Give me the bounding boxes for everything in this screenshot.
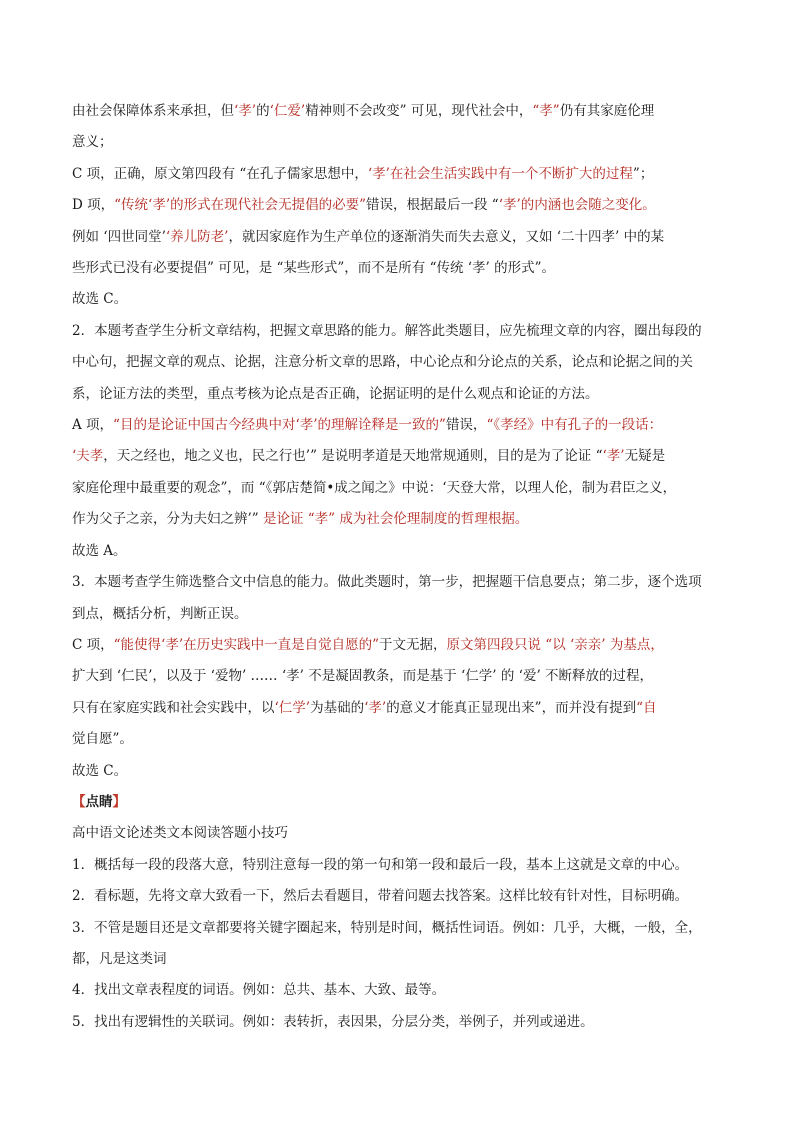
text-line — [72, 284, 724, 315]
tip-item: 1．概括每一段的段落大意，特别注意每一段的第一句和第一段和最后一段，基本上这就是文章的中心。 — [72, 856, 689, 873]
answer-analysis — [72, 96, 724, 1038]
tip-item: 都，凡是这类词 — [72, 950, 167, 967]
body-text: 中心句，把握文章的观点、论据，注意分析文章的思路，中心论点和分论点的关系，论点和论据之间的关 — [72, 354, 693, 371]
text-line — [72, 441, 724, 472]
body-text: 3．本题考查学生筛选整合文中信息的能力。做此类题时，第一步，把握题干信息要点；第二步，逐个选项 — [72, 574, 702, 591]
heading-bracket-close: 】 — [112, 793, 126, 810]
text-line — [72, 159, 724, 190]
body-text: 由社会保障体系来承担，但 — [72, 103, 234, 119]
body-text: 的 — [256, 103, 270, 119]
body-text: 扩大到 ‘仁民’，以及于 ‘爱物’ …… ‘孝’ 不是凝固教条，而是基于 ‘仁学’ 的 ‘爱’ 不断释放的过程， — [72, 668, 654, 685]
text-line — [72, 96, 724, 127]
tip-item: 2．看标题，先将文章大致看一下，然后去看题目，带着问题去找答案。这样比较有针对性，目标明确。 — [72, 888, 689, 905]
text-line — [72, 693, 724, 724]
text-line — [72, 190, 724, 221]
body-text: 精神则不会改变” 可见，现代社会中， — [305, 103, 533, 119]
text-line — [72, 504, 724, 535]
highlight-text: ‘仁学’ — [274, 699, 311, 716]
highlight-text: ‘孝’ — [364, 699, 387, 716]
tips-title: 高中语文论述类文本阅读答题小技巧 — [72, 825, 288, 842]
highlight-text: ‘孝’ — [602, 448, 625, 465]
text-line — [72, 630, 724, 661]
text-line — [72, 379, 724, 410]
body-text: A 项， — [72, 417, 114, 434]
tip-item: 5．找出有逻辑性的关联词。例如：表转折，表因果，分层分类，举例子，并列或递进。 — [72, 1013, 594, 1030]
highlight-text: ‘孝’的内涵也会随之变化。 — [498, 197, 656, 214]
highlight-text: ‘孝’在社会生活实践中有一个不断扩大的过程 — [367, 165, 633, 182]
highlight-text: 原文第四段只说 “以 ‘亲亲’ 为基点， — [446, 636, 664, 653]
body-text: ，就因家庭作为生产单位的逐渐消失而失去意义，又如 ‘二十四孝’ 中的某 — [228, 228, 665, 245]
highlight-text: “传统‘孝’的形式在现代社会无提倡的必要” — [114, 197, 367, 214]
highlight-text: “目的是论证中国古今经典中对‘孝’的理解诠释是一致的” — [113, 417, 446, 434]
body-text: 觉自愿”。 — [72, 731, 133, 748]
highlight-text: “孝” — [532, 103, 560, 119]
body-text: 故选 C。 — [72, 762, 128, 779]
body-text: D 项， — [72, 197, 115, 214]
highlight-text: “能使得‘孝’在历史实践中一直是自觉自愿的” — [113, 636, 380, 653]
text-line — [72, 661, 724, 692]
text-line — [72, 222, 724, 253]
body-text: ”； — [632, 165, 654, 182]
body-text: ，天之经也，地之义也，民之行也’” 是说明孝道是天地常规通则，目的是为了论证 “ — [103, 448, 603, 465]
body-text: 为基础的 — [310, 699, 365, 716]
text-line — [72, 599, 724, 630]
body-text: 仍有其家庭伦理 — [559, 103, 655, 119]
highlight-text: “自 — [636, 699, 657, 716]
text-line — [72, 253, 724, 284]
body-text: 例如 ‘四世同堂’ — [72, 228, 166, 245]
body-text: 家庭伦理中最重要的观念”，而 “《郭店楚简•成之闻之》中说：‘天登大常，以理人伦，制为君臣之义， — [72, 479, 677, 496]
body-text: 些形式已没有必要提倡” 可见，是 “某些形式”，而不是所有 “传统 ‘孝’ 的形式”。 — [72, 260, 556, 277]
text-line — [72, 756, 724, 787]
body-text: C 项，正确，原文第四段有 “在孔子儒家思想中， — [72, 165, 368, 182]
body-text: 只有在家庭实践和社会实践中，以 — [72, 699, 275, 716]
text-line — [72, 473, 724, 504]
body-text: 2．本题考查学生分析文章结构，把握文章思路的能力。解答此类题目，应先梳理文章的内容，圈出每段的 — [72, 322, 702, 339]
body-text: 于文无据， — [379, 636, 447, 653]
highlight-text: “《孝经》中有孔子的一段话： — [486, 417, 663, 434]
highlight-text: ‘养儿防老’ — [165, 228, 229, 245]
heading-text: 点睛 — [85, 793, 113, 810]
highlight-text: ‘仁爱’ — [269, 103, 306, 119]
body-text: 错误，根据最后一段 “ — [366, 197, 499, 214]
tip-item: 3．不管是题目还是文章都要将关键字圈起来，特别是时间，概括性词语。例如：几乎，大概，一般，全， — [72, 919, 702, 936]
section-heading — [72, 787, 724, 818]
text-line — [72, 127, 724, 158]
highlight-text: 是论证 “孝” 成为社会伦理制度的哲理根据。 — [258, 511, 529, 528]
text-line — [72, 347, 724, 378]
body-text: 故选 C。 — [72, 291, 128, 308]
highlight-text: ‘孝’ — [234, 103, 257, 119]
text-line — [72, 567, 724, 598]
body-text: 错误， — [445, 417, 487, 434]
body-text: 故选 A。 — [72, 542, 127, 559]
text-line — [72, 410, 724, 441]
body-text: 无疑是 — [624, 448, 666, 465]
tip-item: 4．找出文章表程度的词语。例如：总共、基本、大致、最等。 — [72, 982, 446, 999]
body-text: C 项， — [72, 636, 114, 653]
body-text: 意义； — [72, 134, 113, 151]
heading-bracket-open: 【 — [72, 793, 86, 810]
text-line — [72, 724, 724, 755]
body-text: 的意义才能真正显现出来”，而并没有提到 — [386, 699, 637, 716]
highlight-text: ‘夫孝 — [72, 448, 104, 465]
body-text: 系，论证方法的类型，重点考核为论点是否正确，论据证明的是什么观点和论证的方法。 — [72, 385, 599, 402]
text-line — [72, 316, 724, 347]
body-text: 到点，概括分析，判断正误。 — [72, 605, 248, 622]
text-line — [72, 536, 724, 567]
body-text: 作为父子之亲，分为夫妇之辨’” — [72, 511, 259, 528]
